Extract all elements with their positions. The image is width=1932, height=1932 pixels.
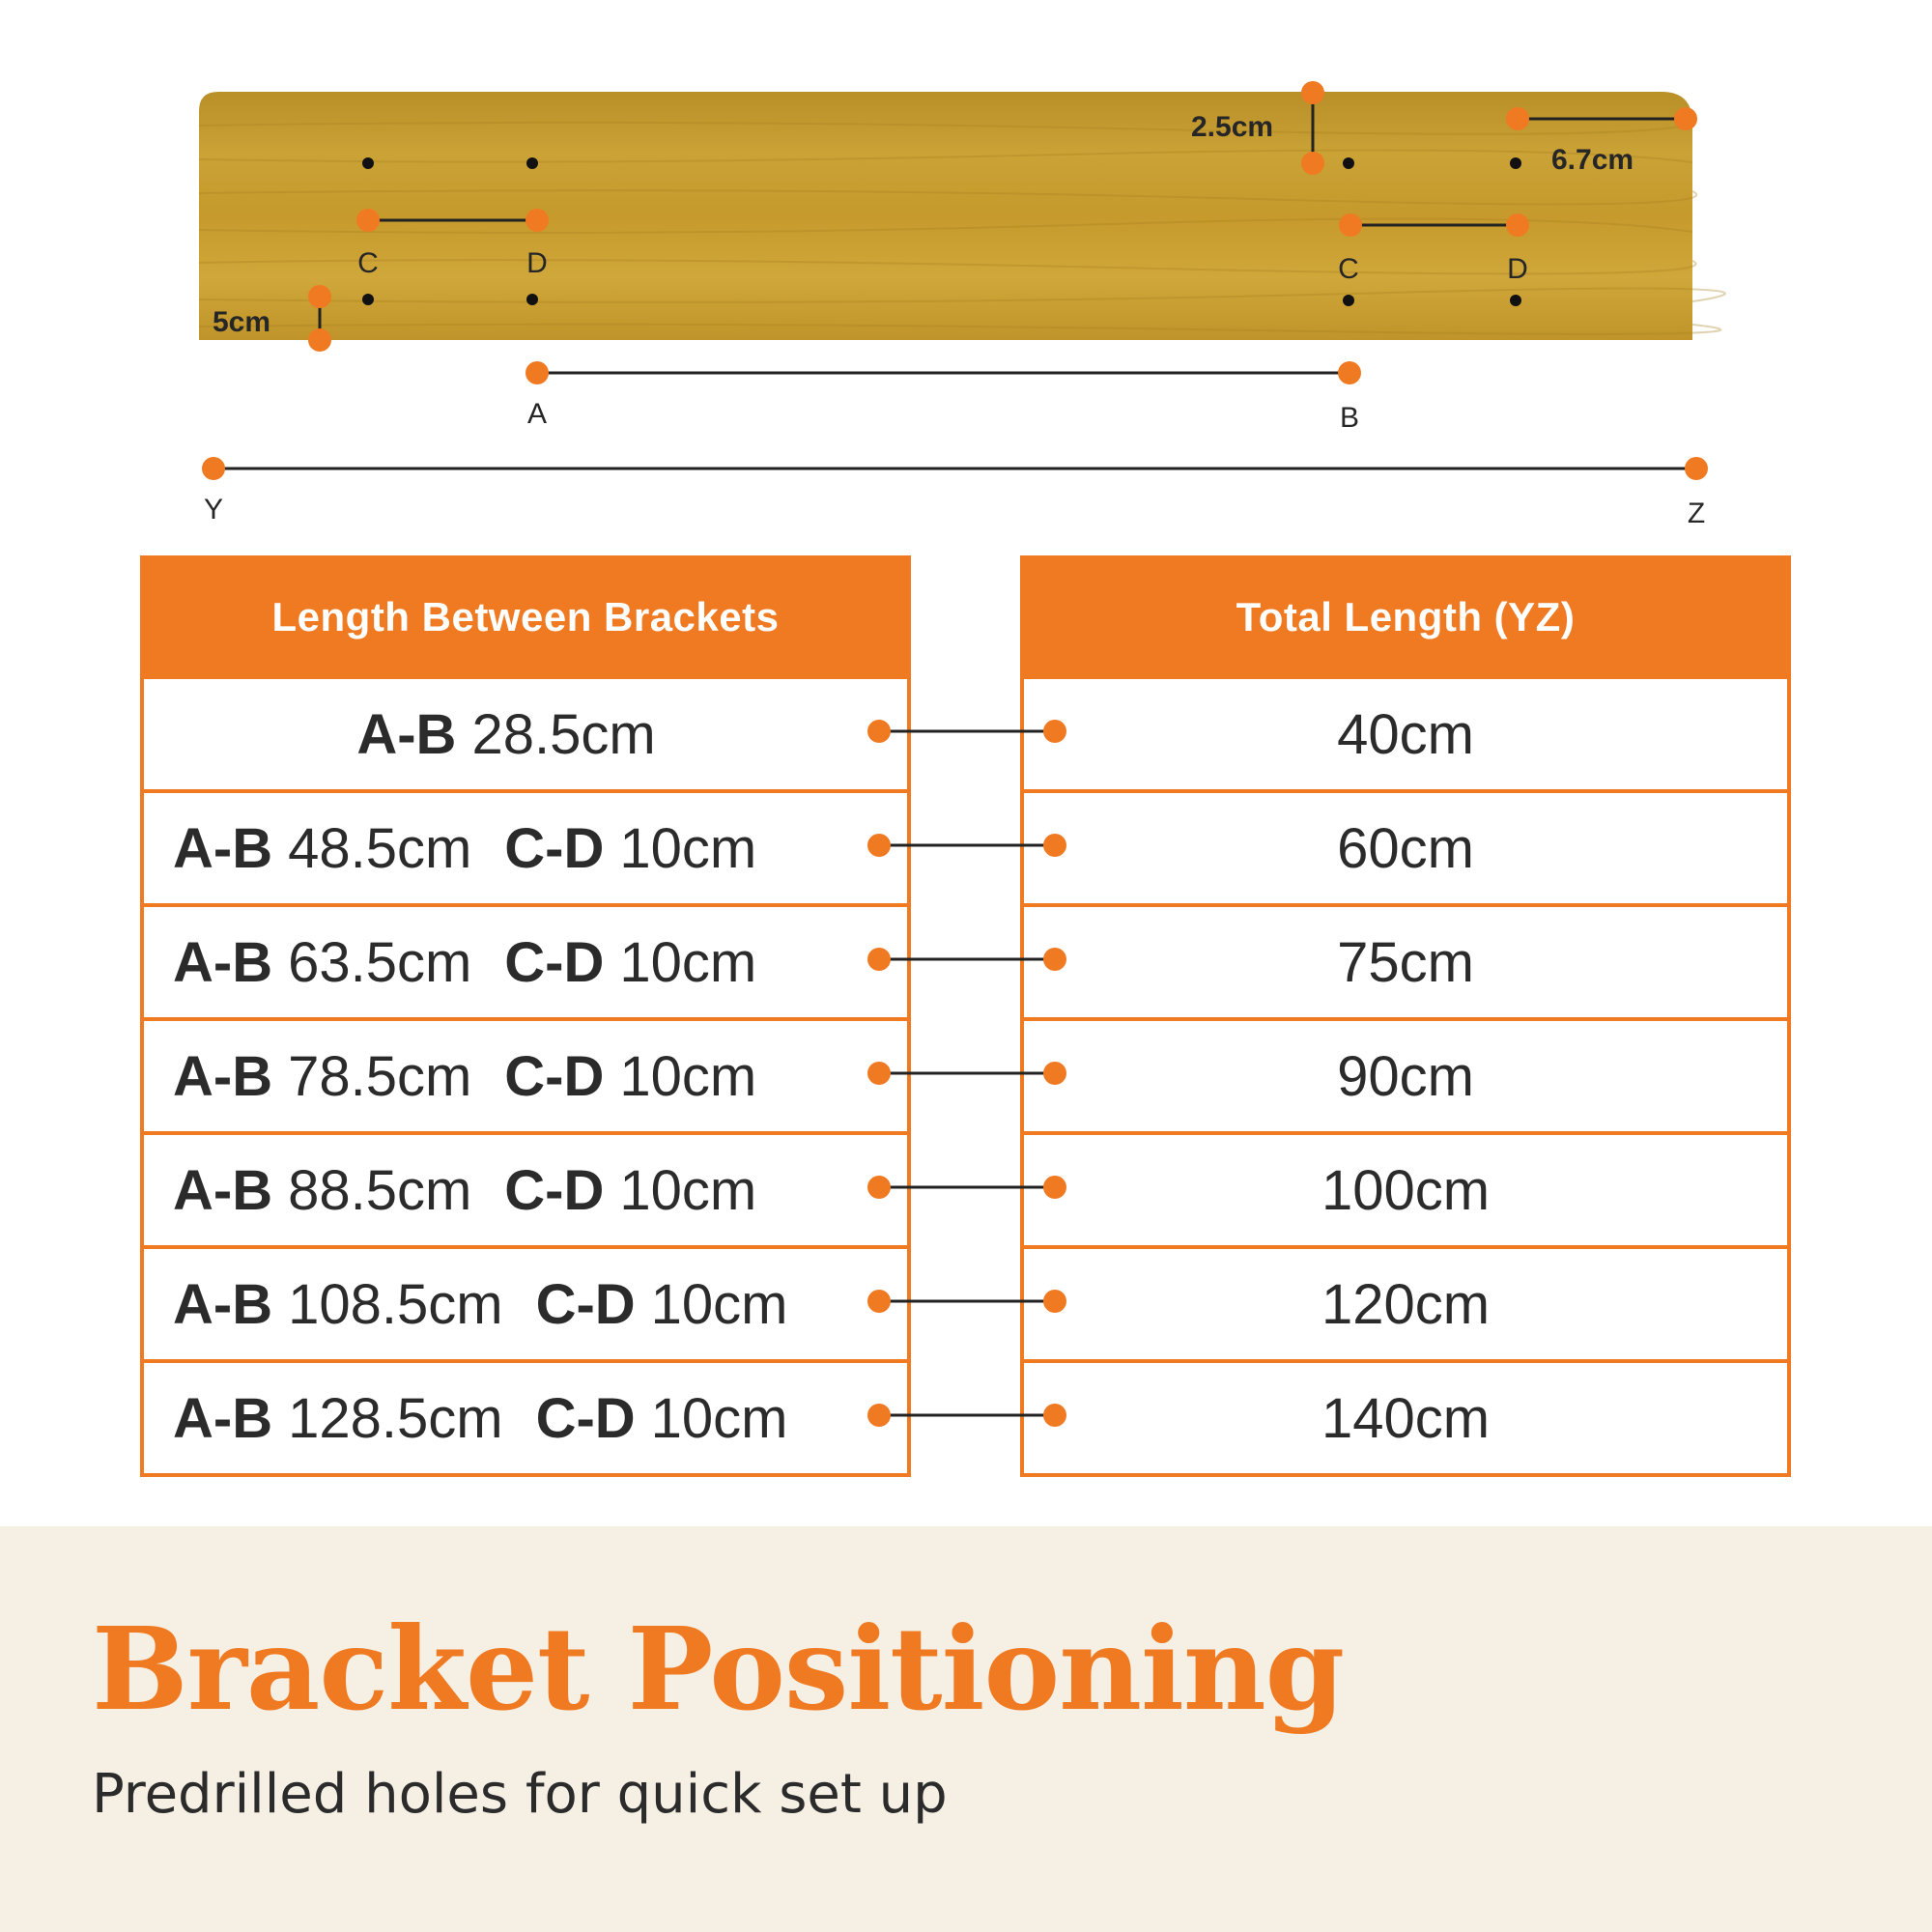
cd-value: 10cm: [619, 1044, 757, 1108]
end-offset-label: 6.7cm: [1551, 144, 1634, 176]
cd-value: 10cm: [619, 816, 757, 880]
label-y: Y: [203, 494, 224, 526]
edge-offset-point-bottom: [308, 328, 331, 352]
end-offset-point-left: [1506, 107, 1529, 130]
table-row: 90cm: [1024, 1017, 1787, 1131]
cd-key: C-D: [535, 1386, 636, 1450]
label-b: B: [1339, 402, 1360, 434]
ab-key: A-B: [173, 816, 273, 880]
ab-value: 63.5cm: [288, 930, 472, 994]
ab-value: 48.5cm: [288, 816, 472, 880]
ab-value: 128.5cm: [288, 1386, 503, 1450]
cd-left-point-c: [356, 209, 380, 232]
label-z: Z: [1687, 497, 1706, 529]
table-row: 140cm: [1024, 1359, 1787, 1473]
cd-right-point-c: [1339, 213, 1362, 237]
total-length-header: Total Length (YZ): [1024, 559, 1787, 675]
cd-right-point-d: [1506, 213, 1529, 237]
top-offset-point-top: [1301, 81, 1324, 104]
label-d-left: D: [526, 247, 548, 279]
table-row: 60cm: [1024, 789, 1787, 903]
table-row: [144, 1245, 907, 1359]
table-row: [144, 675, 907, 789]
cd-key: C-D: [504, 930, 605, 994]
table-row: 120cm: [1024, 1245, 1787, 1359]
end-offset-point-right: [1674, 107, 1697, 130]
ab-key: A-B: [356, 702, 457, 766]
top-offset-point-bottom: [1301, 152, 1324, 175]
drill-hole: [362, 294, 374, 305]
drill-hole: [1343, 157, 1354, 169]
drill-hole: [1510, 295, 1521, 306]
ab-key: A-B: [173, 1386, 273, 1450]
ab-point-a: [526, 361, 549, 384]
edge-offset-point-top: [308, 285, 331, 308]
drill-hole: [526, 157, 538, 169]
table-row: 100cm: [1024, 1131, 1787, 1245]
top-offset-label: 2.5cm: [1191, 111, 1274, 143]
ab-key: A-B: [173, 1044, 273, 1108]
drill-hole: [526, 294, 538, 305]
ab-value: 108.5cm: [288, 1272, 503, 1336]
ab-key: A-B: [173, 1158, 273, 1222]
total-length-table: [1020, 555, 1791, 1477]
table-row: 40cm: [1024, 675, 1787, 789]
ab-value: 28.5cm: [471, 702, 656, 766]
table-row: [144, 1131, 907, 1245]
wood-shelf: [199, 92, 1692, 340]
drill-hole: [1510, 157, 1521, 169]
table-row: [144, 789, 907, 903]
cd-value: 10cm: [619, 930, 757, 994]
label-d-right: D: [1507, 253, 1528, 285]
cd-key: C-D: [504, 1158, 605, 1222]
cd-key: C-D: [504, 1044, 605, 1108]
ab-value: 78.5cm: [288, 1044, 472, 1108]
cd-value: 10cm: [650, 1272, 788, 1336]
table-row: [144, 1017, 907, 1131]
drill-hole: [1343, 295, 1354, 306]
page-subtitle: Predrilled holes for quick set up: [92, 1763, 948, 1826]
shelf-diagram: [0, 0, 1932, 560]
cd-value: 10cm: [650, 1386, 788, 1450]
ab-point-b: [1338, 361, 1361, 384]
cd-key: C-D: [504, 816, 605, 880]
footer-banner: [0, 1526, 1932, 1932]
yz-point-y: [202, 457, 225, 480]
label-a: A: [526, 398, 548, 430]
table-row: [144, 1359, 907, 1473]
cd-key: C-D: [535, 1272, 636, 1336]
table-row: 75cm: [1024, 903, 1787, 1017]
label-c-right: C: [1338, 253, 1359, 285]
table-row: [144, 903, 907, 1017]
yz-point-z: [1685, 457, 1708, 480]
ab-value: 88.5cm: [288, 1158, 472, 1222]
ab-key: A-B: [173, 1272, 273, 1336]
cd-value: 10cm: [619, 1158, 757, 1222]
bracket-length-table: [140, 555, 911, 1477]
ab-key: A-B: [173, 930, 273, 994]
cd-left-point-d: [526, 209, 549, 232]
label-c-left: C: [357, 247, 379, 279]
page-title: Bracket Positioning: [92, 1602, 1345, 1736]
bracket-length-header: Length Between Brackets: [144, 559, 907, 675]
drill-hole: [362, 157, 374, 169]
edge-offset-label: 5cm: [213, 306, 271, 338]
